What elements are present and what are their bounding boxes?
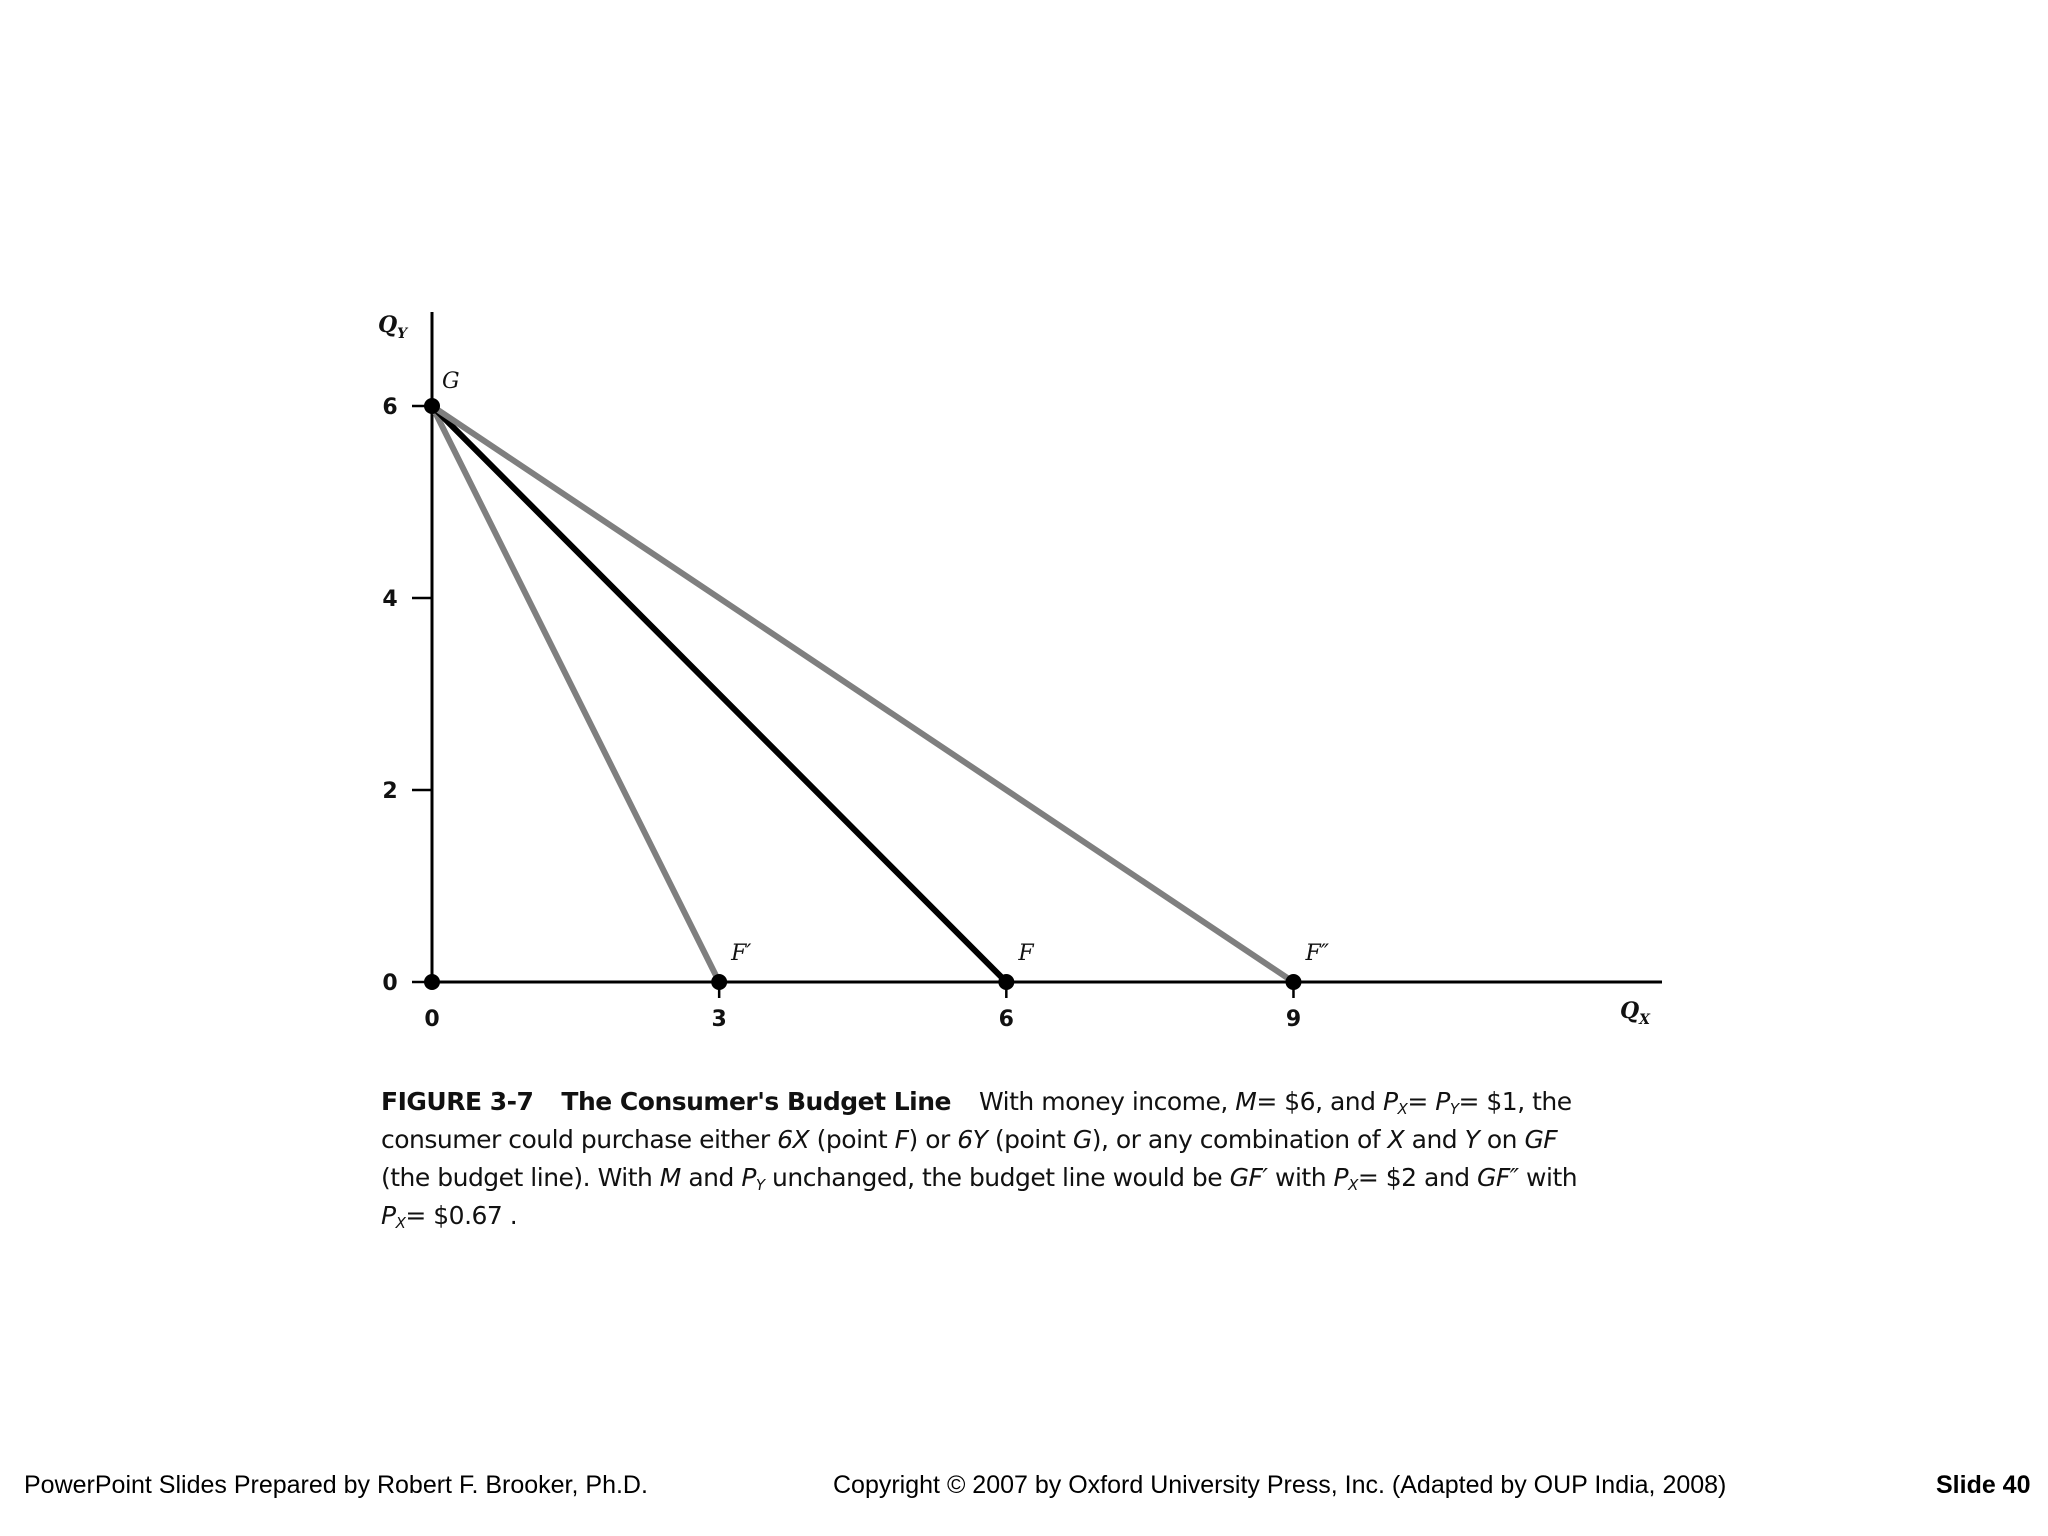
caption-line-1: FIGURE 3-7 The Consumer's Budget Line With money income, M= $6, and $P_X= P_Y=$ $1, the xyxy=(381,1087,1572,1118)
figure-label: FIGURE 3-7 xyxy=(381,1087,534,1116)
point-marker xyxy=(1285,974,1301,990)
y-tick-label: 0 xyxy=(382,971,398,996)
x-tick-label: 3 xyxy=(711,1007,727,1032)
point-marker xyxy=(424,398,440,414)
budget-line-gf-prime xyxy=(432,406,719,982)
y-tick-label: 2 xyxy=(382,779,398,804)
x-tick-label: 6 xyxy=(998,1007,1014,1032)
budget-lines xyxy=(432,406,1293,982)
x-axis-title: $Q_X$ xyxy=(1620,998,1651,1028)
point-label: F″ xyxy=(1305,941,1329,966)
x-tick-label: 0 xyxy=(424,1007,440,1032)
y-axis-title: $Q_Y$ xyxy=(378,312,408,342)
chart-points xyxy=(424,369,1330,990)
footer-author: PowerPoint Slides Prepared by Robert F. Brooker, Ph.D. xyxy=(24,1471,648,1499)
axes xyxy=(378,312,1662,1028)
point-label: F xyxy=(1018,941,1034,966)
budget-line-gf xyxy=(432,406,1006,982)
point-marker xyxy=(998,974,1014,990)
caption-line-3: (the budget line). With M and $P_Y$ unchanged, the budget line would be GF′ with $P_X=$ $2 and GF″ with xyxy=(381,1163,1578,1194)
caption-line-2: consumer could purchase either 6X (point F) or 6Y (point G), or any combination of X and Y on GF xyxy=(381,1125,1558,1154)
figure-title: The Consumer's Budget Line xyxy=(561,1087,951,1116)
budget-line-gf-double-prime xyxy=(432,406,1293,982)
figure-caption xyxy=(381,1083,1641,1235)
y-tick-label: 4 xyxy=(382,587,398,612)
x-tick-label: 9 xyxy=(1285,1007,1302,1032)
footer-slide-number: Slide 40 xyxy=(1936,1471,2031,1499)
point-marker xyxy=(711,974,727,990)
caption-line-4: $P_X=$ $0.67 . xyxy=(381,1201,518,1232)
point-label: F′ xyxy=(731,941,752,966)
point-marker xyxy=(424,974,440,990)
footer-copyright: Copyright © 2007 by Oxford University Press, Inc. (Adapted by OUP India, 2008) xyxy=(833,1471,1727,1499)
y-tick-label: 6 xyxy=(382,395,398,420)
point-label: G xyxy=(442,369,460,394)
